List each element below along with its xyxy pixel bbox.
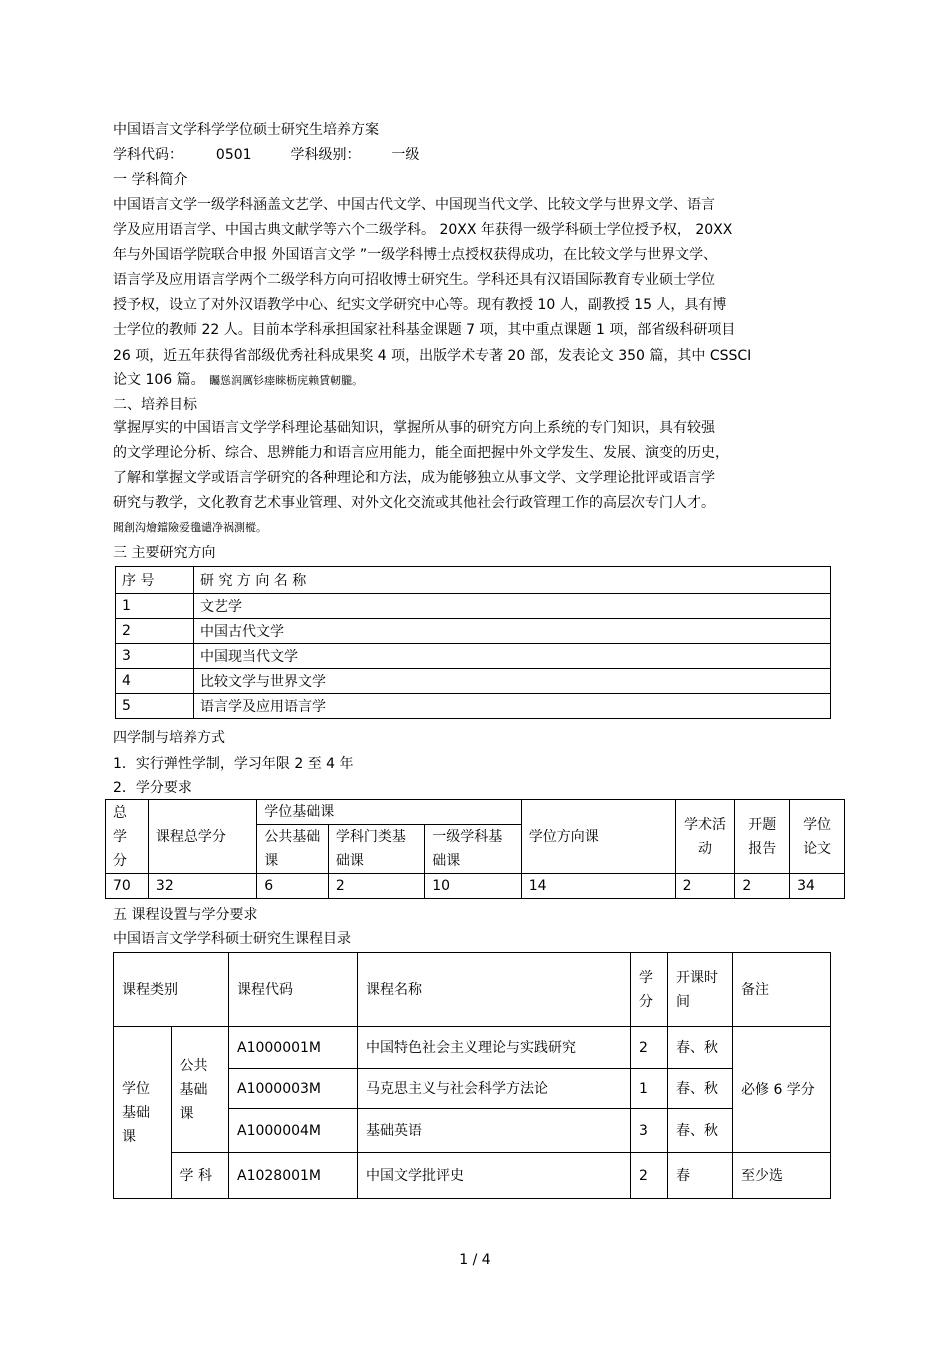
basic-course-group-header: 学位基础课 [257, 800, 521, 825]
subject-code-value: 0501 [215, 147, 252, 163]
value-cell: 2 [675, 874, 735, 899]
sec4-item-2: 2．学分要求 [113, 780, 192, 796]
direction-cell: 中国现当代文学 [194, 644, 831, 669]
subject-code-line [113, 145, 419, 165]
section-4-heading: 四学制与培养方式 [113, 730, 225, 746]
course-catalog-table [113, 952, 831, 1199]
course-name-header: 课程名称 [358, 953, 631, 1027]
sec1-line-8-text: 论文 106 篇。 [113, 372, 205, 388]
direction-cell: 比较文学与世界文学 [194, 669, 831, 694]
table-row [116, 619, 831, 644]
subject-level-value: 一级 [391, 147, 420, 163]
value-cell: 32 [148, 874, 256, 899]
catalog-title: 中国语言文学学科硕士研究生课程目录 [113, 931, 351, 947]
course-name-cell: 中国特色社会主义理论与实践研究 [358, 1027, 631, 1069]
value-cell: 2 [735, 874, 790, 899]
public-basic-header: 公共基础课 [257, 825, 329, 874]
sec1-garble: 矚慫润厲钐瘗睞枥庑赖賃軔朧。 [209, 374, 364, 387]
sec1-line-1: 中国语言文学一级学科涵盖文艺学、中国古代文学、中国现当代文学、比较文学与世界文学、语言 [113, 197, 715, 213]
section-3-heading: 三 主要研究方向 [113, 545, 216, 561]
value-cell: 14 [521, 874, 675, 899]
value-cell: 2 [328, 874, 424, 899]
credit-values-row [106, 874, 845, 899]
first-level-header: 一级学科基础课 [425, 825, 521, 874]
seq-cell: 4 [116, 669, 194, 694]
table-row [116, 669, 831, 694]
course-name-cell: 马克思主义与社会科学方法论 [358, 1069, 631, 1109]
credit-cell: 3 [631, 1109, 668, 1153]
sec1-line-4: 语言学及应用语言学两个二级学科方向可招收博士研究生。学科还具有汉语国际教育专业硕士学位 [113, 272, 715, 288]
subject-level-label: 学科级别： [290, 147, 361, 163]
sec4-item-1: 1．实行弹性学制，学习年限 2 至 4 年 [113, 756, 354, 772]
term-cell: 春 [668, 1153, 733, 1199]
seq-cell: 2 [116, 619, 194, 644]
sec1-line-5: 授予权，设立了对外汉语教学中心、纪实文学研究中心等。现有教授 10 人，副教授 15 人，具有博 [113, 297, 727, 313]
credit-cell: 2 [631, 1153, 668, 1199]
sec1-line-7: 26 项，近五年获得省部级优秀社科成果奖 4 项，出版学术专著 20 部，发表论文 350 篇，其中 CSSCI [113, 348, 752, 364]
table-row [116, 694, 831, 719]
credit-cell: 1 [631, 1069, 668, 1109]
sec1-line-8 [113, 370, 363, 391]
course-name-cell: 基础英语 [358, 1109, 631, 1153]
seq-cell: 5 [116, 694, 194, 719]
subject-code-label: 学科代码： [113, 147, 183, 163]
degree-basic-group: 学位基础课 [114, 1027, 172, 1199]
course-total-header: 课程总学分 [148, 800, 256, 874]
course-code-cell: A1000004M [229, 1109, 358, 1153]
term-cell: 春、秋 [668, 1027, 733, 1069]
sec2-line-1: 掌握厚实的中国语言文学学科理论基础知识，掌握所从事的研究方向上系统的专门知识，具有较强 [113, 420, 715, 436]
table-header-row [116, 567, 831, 594]
direction-cell: 中国古代文学 [194, 619, 831, 644]
value-cell: 34 [790, 874, 845, 899]
sec2-line-3: 了解和掌握文学或语言学研究的各种理论和方法，成为能够独立从事文学、文学理论批评或语言学 [113, 470, 715, 486]
subject-subgroup: 学 科 [171, 1153, 229, 1199]
direction-cell: 语言学及应用语言学 [194, 694, 831, 719]
term-cell: 春、秋 [668, 1069, 733, 1109]
credit-header: 学分 [631, 953, 668, 1027]
value-cell: 6 [257, 874, 329, 899]
subject-note-cell: 至少选 [733, 1153, 831, 1199]
header-direction: 研 究 方 向 名 称 [194, 567, 831, 594]
academic-activity-header: 学术活动 [675, 800, 735, 874]
section-1-heading: 一 学科简介 [113, 172, 188, 188]
term-header: 开课时间 [668, 953, 733, 1027]
term-cell: 春、秋 [668, 1109, 733, 1153]
credit-cell: 2 [631, 1027, 668, 1069]
note-header: 备注 [733, 953, 831, 1027]
page-number: 1 / 4 [459, 1252, 491, 1268]
course-code-cell: A1000001M [229, 1027, 358, 1069]
sec1-line-6: 士学位的教师 22 人。目前本学科承担国家社科基金课题 7 项，其中重点课题 1 项，部省级科研项目 [113, 322, 736, 338]
sec2-line-4: 研究与教学，文化教育艺术事业管理、对外文化交流或其他社会行政管理工作的高层次专门人才。 [113, 495, 715, 511]
section-2-heading: 二、培养目标 [113, 397, 197, 413]
opening-report-header: 开题报告 [735, 800, 790, 874]
sec2-garble: 聞創沟燴鐺險爱氇谴净祸測樅。 [113, 521, 267, 534]
sec1-line-3: 年与外国语学院联合申报 外国语言文学 ”一级学科博士点授权获得成功，在比较文学与世界文学、 [113, 247, 718, 263]
value-cell: 10 [425, 874, 521, 899]
value-cell: 70 [106, 874, 149, 899]
direction-course-header: 学位方向课 [521, 800, 675, 874]
course-type-header: 课程类别 [114, 953, 229, 1027]
sec2-line-2: 的文学理论分析、综合、思辨能力和语言应用能力，能全面把握中外文学发生、发展、演变的历史， [113, 445, 729, 461]
table-row [116, 594, 831, 619]
credit-requirement-table [105, 799, 845, 899]
course-code-header: 课程代码 [229, 953, 358, 1027]
thesis-header: 学位论文 [790, 800, 845, 874]
section-5-heading: 五 课程设置与学分要求 [113, 907, 258, 923]
table-row [116, 644, 831, 669]
subject-category-header: 学科门类基础课 [328, 825, 424, 874]
header-seq: 序 号 [116, 567, 194, 594]
direction-cell: 文艺学 [194, 594, 831, 619]
seq-cell: 3 [116, 644, 194, 669]
research-direction-table [115, 566, 831, 719]
document-title: 中国语言文学科学学位硕士研究生培养方案 [113, 122, 379, 138]
public-note-cell: 必修 6 学分 [733, 1027, 831, 1153]
sec1-line-2: 学及应用语言学、中国古典文献学等六个二级学科。 20XX 年获得一级学科硕士学位授予权， 20XX [113, 222, 733, 238]
course-name-cell: 中国文学批评史 [358, 1153, 631, 1199]
seq-cell: 1 [116, 594, 194, 619]
course-code-cell: A1028001M [229, 1153, 358, 1199]
total-credit-header: 总学分 [106, 800, 149, 874]
course-code-cell: A1000003M [229, 1069, 358, 1109]
public-basic-subgroup: 公共基础课 [171, 1027, 229, 1153]
